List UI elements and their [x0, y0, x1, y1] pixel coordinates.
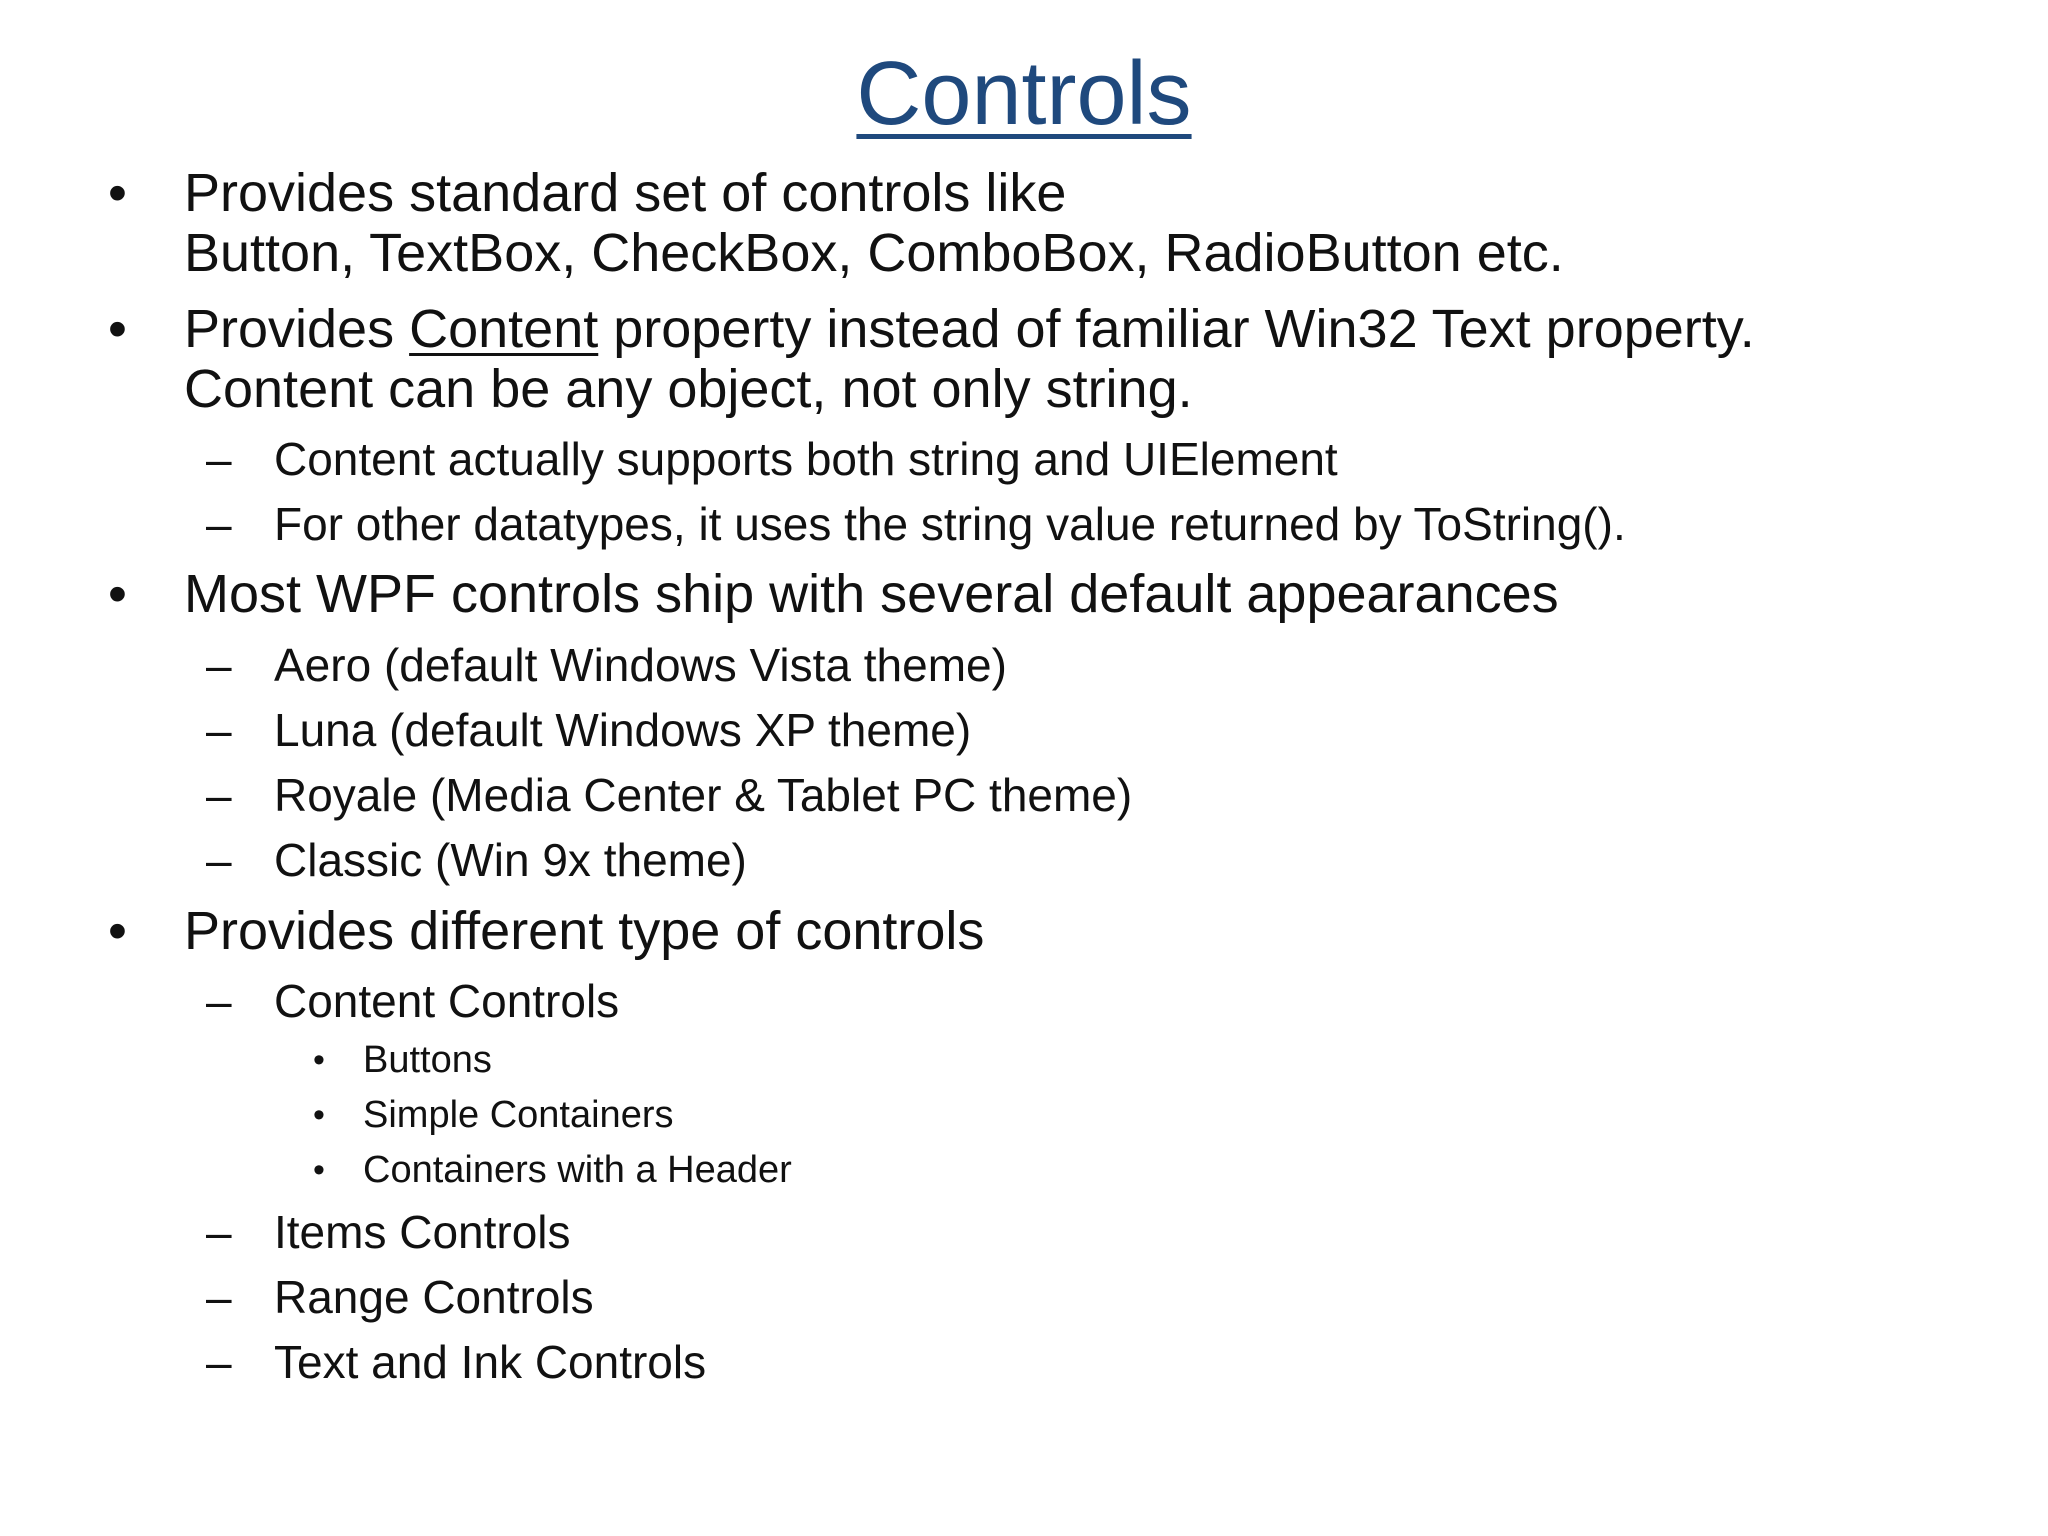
bullet-4-line-1: Provides different type of controls [184, 901, 985, 961]
bullet-3-sub-2-marker: – [206, 704, 232, 756]
bullet-3-marker: • [108, 564, 127, 624]
bullet-3-sub-4: Classic (Win 9x theme) [274, 834, 747, 886]
bullet-4-sub-1-child-1-marker: • [313, 1041, 325, 1079]
bullet-4-sub-1-child-3-marker: • [313, 1151, 325, 1189]
bullet-4-sub-1-child-1: Buttons [363, 1039, 492, 1081]
bullet-4-marker: • [108, 901, 127, 961]
slide-title [0, 38, 2048, 150]
bullet-2-underlined-term: Content [409, 299, 599, 359]
bullet-2-text-before: Provides [184, 299, 410, 359]
bullet-4-sub-2: Items Controls [274, 1206, 571, 1258]
bullet-4-sub-1: Content Controls [274, 975, 620, 1027]
bullet-4-sub-1-child-2-marker: • [313, 1096, 325, 1134]
bullet-3-sub-1: Aero (default Windows Vista theme) [274, 639, 1007, 691]
bullet-3-sub-4-marker: – [206, 834, 232, 886]
bullet-4-sub-3: Range Controls [274, 1271, 594, 1323]
bullet-1-marker: • [108, 163, 127, 223]
bullet-4-sub-1-marker: – [206, 975, 232, 1027]
bullet-1-line-2: Button, TextBox, CheckBox, ComboBox, RadioButton etc. [184, 223, 1564, 283]
bullet-2-sub-2-marker: – [206, 498, 232, 550]
bullet-3-sub-3-marker: – [206, 769, 232, 821]
bullet-2-sub-2: For other datatypes, it uses the string value returned by ToString(). [274, 498, 1626, 550]
bullet-1-line-1: Provides standard set of controls like [184, 163, 1067, 223]
bullet-4-sub-4: Text and Ink Controls [274, 1336, 707, 1388]
bullet-4-sub-3-marker: – [206, 1271, 232, 1323]
bullet-2-marker: • [108, 299, 127, 359]
bullet-2-line-2: Content can be any object, not only string. [184, 359, 1193, 419]
bullet-4-sub-1-child-3: Containers with a Header [363, 1149, 792, 1191]
bullet-2-sub-1-marker: – [206, 433, 232, 485]
bullet-3-line-1: Most WPF controls ship with several default appearances [184, 564, 1559, 624]
bullet-2-text-after: property instead of familiar Win32 Text property. [598, 299, 1755, 359]
bullet-3-sub-3: Royale (Media Center & Tablet PC theme) [274, 769, 1133, 821]
slide-title-text: Controls [856, 44, 1192, 144]
bullet-4-sub-1-child-2: Simple Containers [363, 1094, 674, 1136]
bullet-2-line-1 [184, 298, 1755, 360]
bullet-4-sub-4-marker: – [206, 1336, 232, 1388]
bullet-2-sub-1: Content actually supports both string and UIElement [274, 433, 1338, 485]
bullet-4-sub-2-marker: – [206, 1206, 232, 1258]
bullet-3-sub-1-marker: – [206, 639, 232, 691]
bullet-3-sub-2: Luna (default Windows XP theme) [274, 704, 972, 756]
